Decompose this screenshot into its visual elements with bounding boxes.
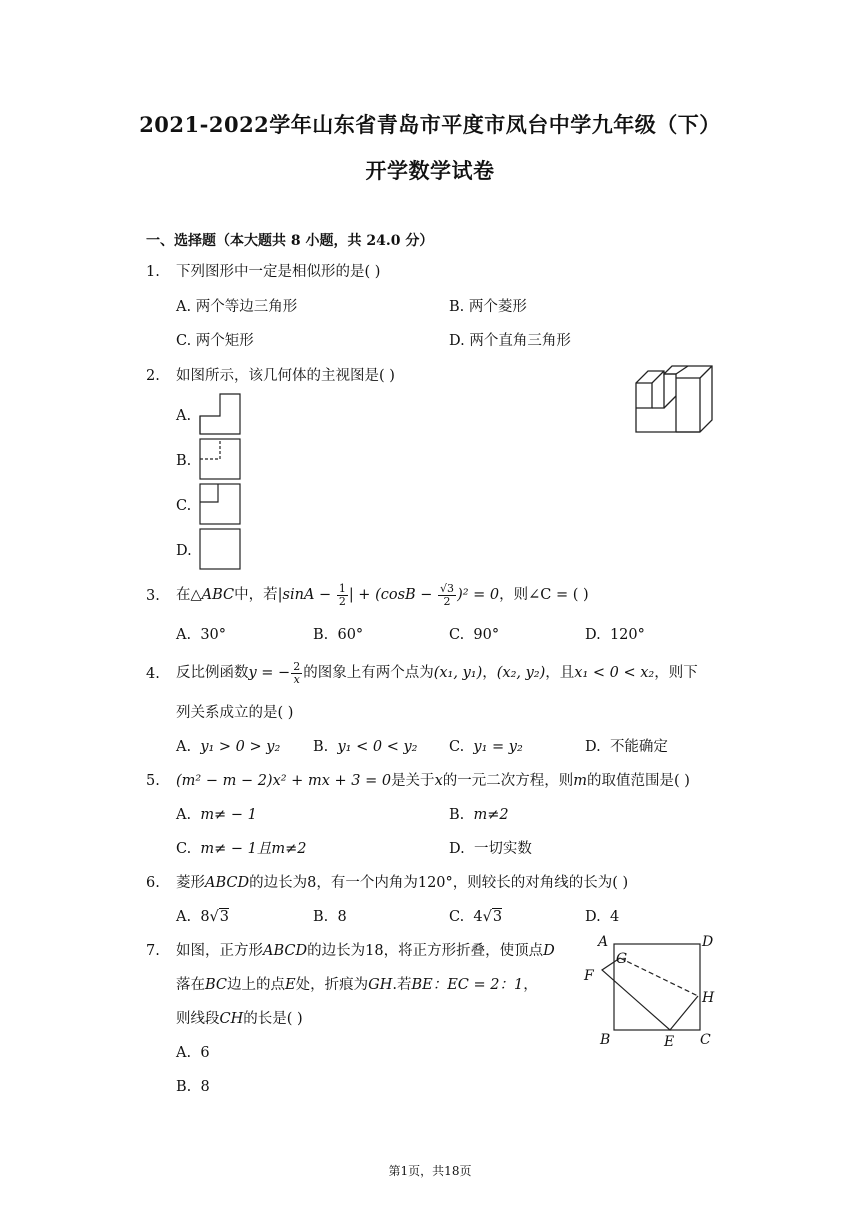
vertex-label-b: B — [600, 1032, 611, 1048]
exam-title-line1: 2021-2022学年山东省青岛市平度市凤台中学九年级（下） — [139, 112, 721, 137]
option: B. 8 — [313, 909, 347, 925]
option — [176, 297, 297, 317]
option-b-figure — [198, 437, 242, 481]
question-number: 7. — [146, 943, 160, 959]
math: (x₂, y₂) — [496, 665, 546, 681]
option-text: 两个矩形 — [195, 333, 254, 349]
question-stem: (m² − m − 2)x² + mx + 3 = 0是关于x的一元二次方程，则m的取值范围是( ) — [176, 773, 690, 789]
option-c-figure — [198, 482, 242, 526]
option: C. m≠ − 1且m≠2 — [176, 841, 307, 857]
question-stem: 如图，正方形ABCD的边长为18，将正方形折叠，使顶点D — [176, 943, 555, 959]
question-stem: 菱形ABCD的边长为8，有一个内角为120°，则较长的对角线的长为( ) — [176, 875, 629, 891]
page-footer: 第1页，共18页 — [388, 1164, 472, 1178]
option-a-figure — [198, 392, 242, 436]
question-number: 1. — [146, 264, 160, 280]
option: C. 90° — [449, 627, 500, 643]
option-text: 两个等边三角形 — [195, 299, 298, 315]
question-stem-continued: 列关系成立的是( ) — [176, 705, 294, 721]
option-label: D. — [449, 333, 465, 349]
option: A. y₁ > 0 > y₂ — [176, 739, 281, 755]
option: D. 一切实数 — [449, 841, 532, 857]
fraction: $\frac{1}{2}$ — [338, 581, 346, 608]
math: (m² − m − 2)x² + mx + 3 = 0 — [176, 773, 392, 789]
square-fold-figure — [578, 932, 718, 1050]
option-label: C. — [176, 333, 192, 349]
math: x₁ < 0 < x₂ — [574, 665, 655, 681]
question-number: 4. — [146, 666, 160, 682]
option — [449, 331, 571, 351]
vertex-label-h: H — [702, 990, 715, 1006]
option-text: 两个直角三角形 — [469, 333, 571, 349]
option: C. y₁ = y₂ — [449, 739, 523, 755]
math: y = − — [248, 665, 291, 681]
question-stem-continued: 则线段CH的长是( ) — [176, 1011, 303, 1027]
option-label: A. — [176, 408, 192, 424]
option: A. m≠ − 1 — [176, 807, 257, 823]
option-label: B. — [449, 299, 465, 315]
option: A. 30° — [176, 627, 227, 643]
option: D. 120° — [585, 627, 645, 643]
option-label: D. — [176, 543, 192, 559]
option-label: C. — [176, 498, 192, 514]
vertex-label-g: G — [616, 951, 628, 967]
math: | + (cosB − — [348, 587, 438, 603]
question-stem: 反比例函数y = − $\frac{2}{x}$ 的图象上有两个点为(x₁, y₁)，(x₂, y₂)，且x₁ < 0 < x₂，则下 — [176, 659, 698, 686]
math: (x₁, y₁) — [433, 665, 483, 681]
option: A. 8√3 — [176, 909, 230, 925]
section-heading: 一、选择题（本大题共 8 小题，共 24.0 分） — [146, 233, 434, 249]
option: C. 4√3 — [449, 909, 503, 925]
option-d-figure — [198, 527, 242, 571]
option: B. m≠2 — [449, 807, 509, 823]
fraction: $\frac{√3}{2}$ — [440, 581, 455, 608]
vertex-label-e: E — [664, 1034, 675, 1050]
option: D. 4 — [585, 909, 620, 925]
option — [176, 331, 254, 351]
question-stem: 在△ABC中，若|sinA − $\frac{1}{2}$ | + (cosB − $\frac{√3}{2}$ )² = 0，则∠C = ( ) — [176, 581, 589, 608]
vertex-label-a: A — [598, 934, 609, 950]
option-label: A. — [176, 299, 192, 315]
option — [449, 297, 527, 317]
question-stem-continued: 落在BC边上的点E处，折痕为GH.若BE：EC = 2：1， — [176, 977, 538, 993]
vertex-label-c: C — [700, 1032, 711, 1048]
fraction: $\frac{2}{x}$ — [293, 659, 301, 686]
option: A. 6 — [176, 1045, 210, 1061]
question-number: 5. — [146, 773, 160, 789]
question-number: 2. — [146, 368, 160, 384]
exam-title-line2: 开学数学试卷 — [365, 158, 495, 183]
math: |sinA − — [277, 587, 336, 603]
math: )² = 0 — [457, 587, 500, 603]
vertex-label-d: D — [702, 934, 714, 950]
question-stem: 下列图形中一定是相似形的是( ) — [176, 264, 381, 280]
option: D. 不能确定 — [585, 739, 668, 755]
option: B. y₁ < 0 < y₂ — [313, 739, 418, 755]
question-number: 3. — [146, 588, 160, 604]
math: △ABC — [190, 587, 235, 603]
question-stem: 如图所示，该几何体的主视图是( ) — [176, 368, 395, 384]
question-number: 6. — [146, 875, 160, 891]
option-text: 两个菱形 — [468, 299, 527, 315]
option: B. 60° — [313, 627, 364, 643]
vertex-label-f: F — [584, 968, 594, 984]
option: B. 8 — [176, 1079, 210, 1095]
option-label: B. — [176, 453, 192, 469]
solid-figure — [634, 362, 716, 438]
